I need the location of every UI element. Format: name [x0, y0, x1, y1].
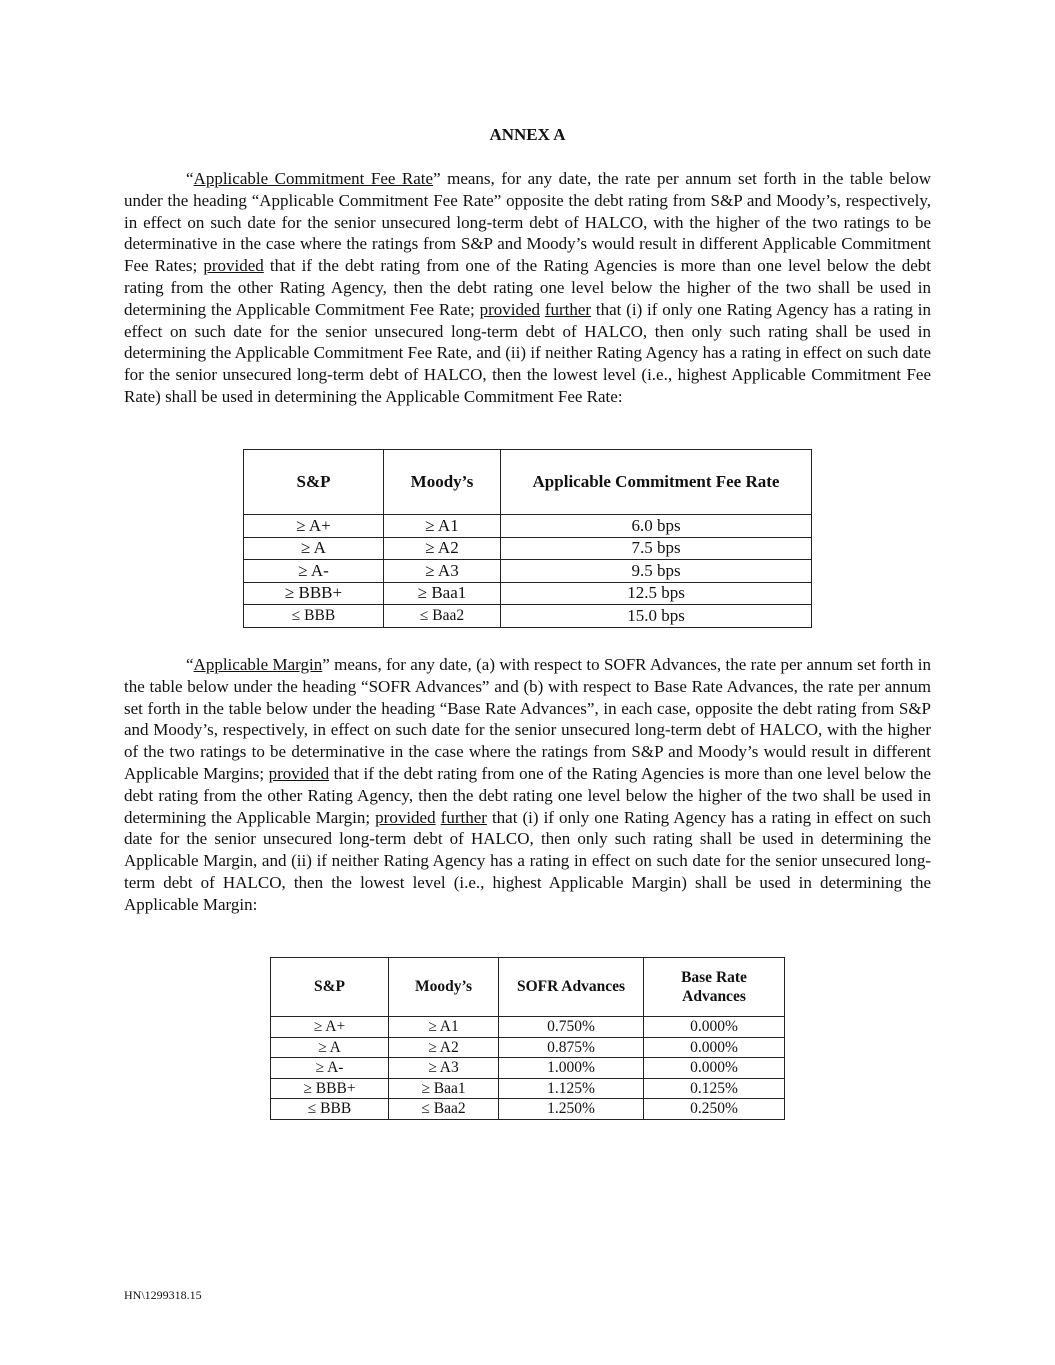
defined-term: Applicable Margin [193, 655, 323, 674]
table-row: ≥ A- ≥ A3 1.000% 0.000% [271, 1058, 785, 1079]
table-row: ≥ A+ ≥ A1 6.0 bps [244, 515, 812, 538]
table-row: ≤ BBB ≤ Baa2 15.0 bps [244, 605, 812, 628]
col-header-moodys: Moody’s [389, 958, 499, 1017]
table-row: ≥ A- ≥ A3 9.5 bps [244, 560, 812, 583]
col-header-sp: S&P [244, 450, 384, 515]
commitment-fee-definition: “Applicable Commitment Fee Rate” means, for any date, the rate per annum set forth in the table below under the heading “Applicable Commitment Fee Rate” opposite the debt rating from S&P and Moody’s, respectively, in effect on such date for the senior unsecured long-term debt of HALCO, with the higher of the two ratings to be determinative in the case where the ratings from S&P and Moody’s would result in different Applicable Commitment Fee Rates; provided that if the debt rating from one of the Rating Agencies is more than one level below the debt rating from the other Rating Agency, then the debt rating one level below the higher of the two shall be used in determining the Applicable Commitment Fee Rate; provided further that (i) if only one Rating Agency has a rating in effect on such date for the senior unsecured long-term debt of HALCO, then only such rating shall be used in determining the Applicable Commitment Fee Rate, and (ii) if neither Rating Agency has a rating in effect on such date for the senior unsecured long-term debt of HALCO, then the lowest level (i.e., highest Applicable Commitment Fee Rate) shall be used in determining the Applicable Commitment Fee Rate: [124, 169, 932, 406]
table-row: ≥ A ≥ A2 7.5 bps [244, 537, 812, 560]
defined-term: Applicable Commitment Fee Rate [193, 169, 434, 188]
annex-title: ANNEX A [489, 125, 566, 144]
table-row: ≥ A ≥ A2 0.875% 0.000% [271, 1037, 785, 1058]
table-row: ≥ A+ ≥ A1 0.750% 0.000% [271, 1017, 785, 1038]
col-header-sofr: SOFR Advances [499, 958, 644, 1017]
col-header-sp: S&P [271, 958, 389, 1017]
document-id-footer: HN\1299318.15 [124, 1288, 202, 1302]
col-header-base-rate: Base Rate Advances [644, 958, 785, 1017]
applicable-margin-table [270, 957, 785, 1120]
table-row: ≥ BBB+ ≥ Baa1 12.5 bps [244, 582, 812, 605]
col-header-fee-rate: Applicable Commitment Fee Rate [501, 450, 812, 515]
applicable-margin-definition: “Applicable Margin” means, for any date, (a) with respect to SOFR Advances, the rate per annum set forth in the table below under the heading “SOFR Advances” and (b) with respect to Base Rate Advances, the rate per annum set forth in the table below under the heading “Base Rate Advances”, in each case, opposite the debt rating from S&P and Moody’s, respectively, in effect on such date for the senior unsecured long-term debt of HALCO, with the higher of the two ratings to be determinative in the case where the ratings from S&P and Moody’s would result in different Applicable Margins; provided that if the debt rating from one of the Rating Agencies is more than one level below the debt rating from the other Rating Agency, then the debt rating one level below the higher of the two shall be used in determining the Applicable Margin; provided further that (i) if only one Rating Agency has a rating in effect on such date for the senior unsecured long-term debt of HALCO, then only such rating shall be used in determining the Applicable Margin, and (ii) if neither Rating Agency has a rating in effect on such date for the senior unsecured long-term debt of HALCO, then the lowest level (i.e., highest Applicable Margin) shall be used in determining the Applicable Margin: [124, 655, 931, 914]
col-header-moodys: Moody’s [384, 450, 501, 515]
table-row: ≤ BBB ≤ Baa2 1.250% 0.250% [271, 1099, 785, 1120]
table-row: ≥ BBB+ ≥ Baa1 1.125% 0.125% [271, 1078, 785, 1099]
commitment-fee-table [243, 449, 812, 628]
